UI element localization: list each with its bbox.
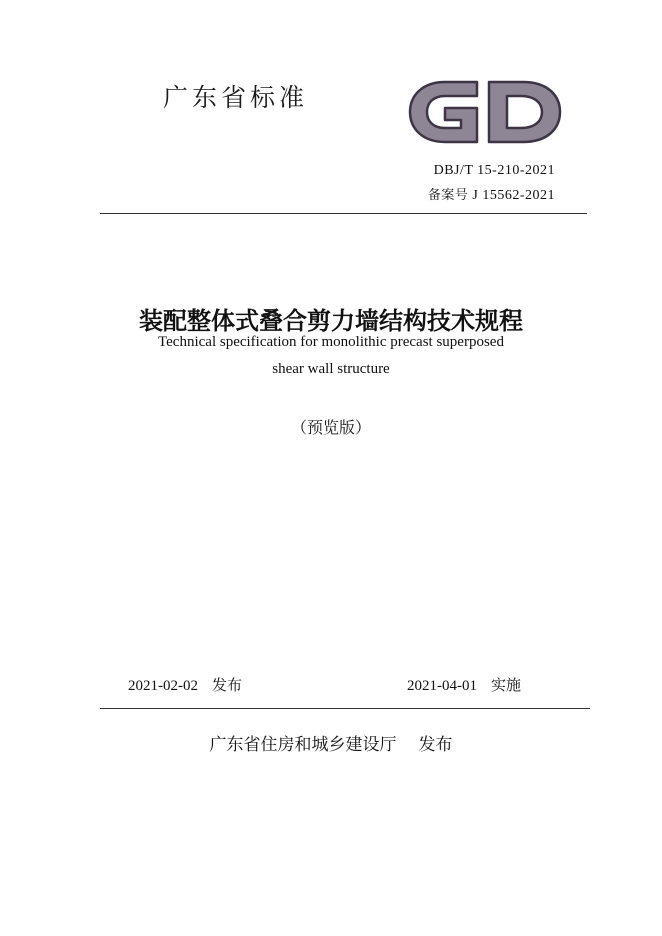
issue-label: 发布 [212,676,243,694]
issue-date: 2021-02-02 [128,678,198,694]
document-title-en-line1: Technical specification for monolithic precast superposed [158,334,504,350]
implement-label: 实施 [491,676,522,694]
publisher-action: 发布 [418,735,453,755]
record-number: J 15562-2021 [472,188,555,203]
implement-date-line [407,674,521,695]
record-line [428,184,555,204]
top-divider [100,213,587,214]
implement-date: 2021-04-01 [407,678,477,694]
document-title-en-line2: shear wall structure [272,361,390,377]
publisher-line [0,730,662,755]
gd-logo-icon [405,76,565,148]
standard-label: 广东省标准 [163,83,309,112]
edition-label: （预览版） [290,418,371,437]
bottom-divider [100,708,590,709]
issue-date-line [128,674,242,695]
publisher-name: 广东省住房和城乡建设厅 [209,735,397,755]
record-label: 备案号 [427,188,469,203]
logo-letter-g [410,82,477,142]
document-title-cn: 装配整体式叠合剪力墙结构技术规程 [139,307,523,335]
logo-letter-d [489,82,560,142]
standard-code: DBJ/T 15-210-2021 [433,163,555,178]
